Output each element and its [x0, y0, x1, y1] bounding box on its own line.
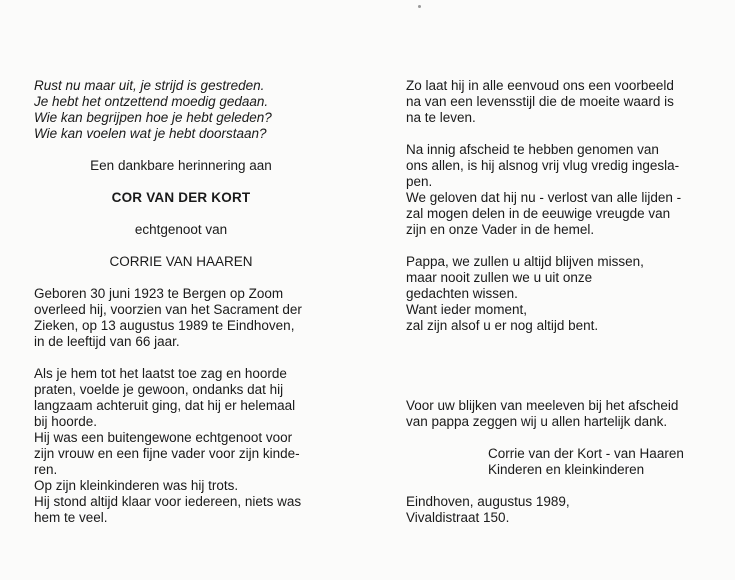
example-paragraph — [406, 78, 700, 126]
text-line: ons allen, is hij alsnog vrij vlug vredig ingesla- — [406, 158, 680, 173]
text-line: pen. — [406, 174, 433, 189]
text-line: Zieken, op 13 augustus 1989 te Eindhoven, — [34, 318, 295, 333]
text-line: in de leeftijd van 66 jaar. — [34, 334, 180, 349]
relation: echtgenoot van — [134, 222, 228, 237]
right-column — [406, 78, 700, 526]
text-line: zijn vrouw en een fijne vader voor zijn kinde- — [34, 446, 300, 461]
verse-line: Want ieder moment, — [406, 302, 528, 317]
poem-line: Wie kan voelen wat je hebt doorstaan? — [34, 126, 267, 141]
poem — [34, 78, 328, 142]
signature — [406, 446, 700, 478]
text-line: Zo laat hij in alle eenvoud ons een voorbeeld — [406, 78, 674, 93]
spouse-name: CORRIE VAN HAAREN — [109, 254, 253, 269]
dedication: Een dankbare herinnering aan — [90, 158, 272, 173]
memory-paragraph — [34, 366, 328, 526]
deceased-name: COR VAN DER KORT — [111, 190, 251, 205]
text-line: ren. — [34, 462, 58, 477]
verse-line: maar nooit zullen we u uit onze — [406, 270, 593, 285]
text-line: Als je hem tot het laatst toe zag en hoorde — [34, 366, 287, 381]
signature-line: Corrie van der Kort - van Haaren — [488, 446, 684, 461]
poem-line: Wie kan begrijpen hoe je hebt geleden? — [34, 110, 272, 125]
text-line: praten, voelde je gewoon, ondanks dat hij — [34, 382, 284, 397]
verse-line: gedachten wissen. — [406, 286, 518, 301]
text-line: hem te veel. — [34, 510, 108, 525]
poem-line: Rust nu maar uit, je strijd is gestreden. — [34, 78, 265, 93]
text-line: zal mogen delen in de eeuwige vreugde van — [406, 206, 671, 221]
signature-line: Kinderen en kleinkinderen — [488, 462, 645, 477]
text-line: Voor uw blijken van meeleven bij het afscheid — [406, 398, 679, 413]
text-line: We geloven dat hij nu - verlost van alle lijden - — [406, 190, 682, 205]
thanks-paragraph — [406, 398, 700, 430]
text-line: zijn en onze Vader in de hemel. — [406, 222, 595, 237]
text-line: na te leven. — [406, 110, 476, 125]
text-line: na van een levensstijl die de moeite waard is — [406, 94, 674, 109]
poem-line: Je hebt het ontzettend moedig gedaan. — [34, 94, 269, 109]
print-speck — [418, 5, 421, 8]
text-line: Op zijn kleinkinderen was hij trots. — [34, 478, 239, 493]
farewell-paragraph — [406, 142, 700, 238]
text-line: langzaam achteruit ging, dat hij er helemaal — [34, 398, 296, 413]
address-line: Eindhoven, augustus 1989, — [406, 494, 570, 509]
text-line: Na innig afscheid te hebben genomen van — [406, 142, 659, 157]
text-line: van pappa zeggen wij u allen hartelijk dank. — [406, 414, 668, 429]
text-line: Geboren 30 juni 1923 te Bergen op Zoom — [34, 286, 284, 301]
text-line: bij hoorde. — [34, 414, 98, 429]
text-line: Hij was een buitengewone echtgenoot voor — [34, 430, 293, 445]
address-line: Vivaldistraat 150. — [406, 510, 510, 525]
address — [406, 494, 700, 526]
verse-line: zal zijn alsof u er nog altijd bent. — [406, 318, 599, 333]
text-line: Hij stond altijd klaar voor iedereen, niets was — [34, 494, 302, 509]
left-column — [34, 78, 328, 526]
text-line: overleed hij, voorzien van het Sacrament der — [34, 302, 302, 317]
verse — [406, 254, 700, 334]
birth-death-paragraph — [34, 286, 328, 350]
verse-line: Pappa, we zullen u altijd blijven missen, — [406, 254, 644, 269]
